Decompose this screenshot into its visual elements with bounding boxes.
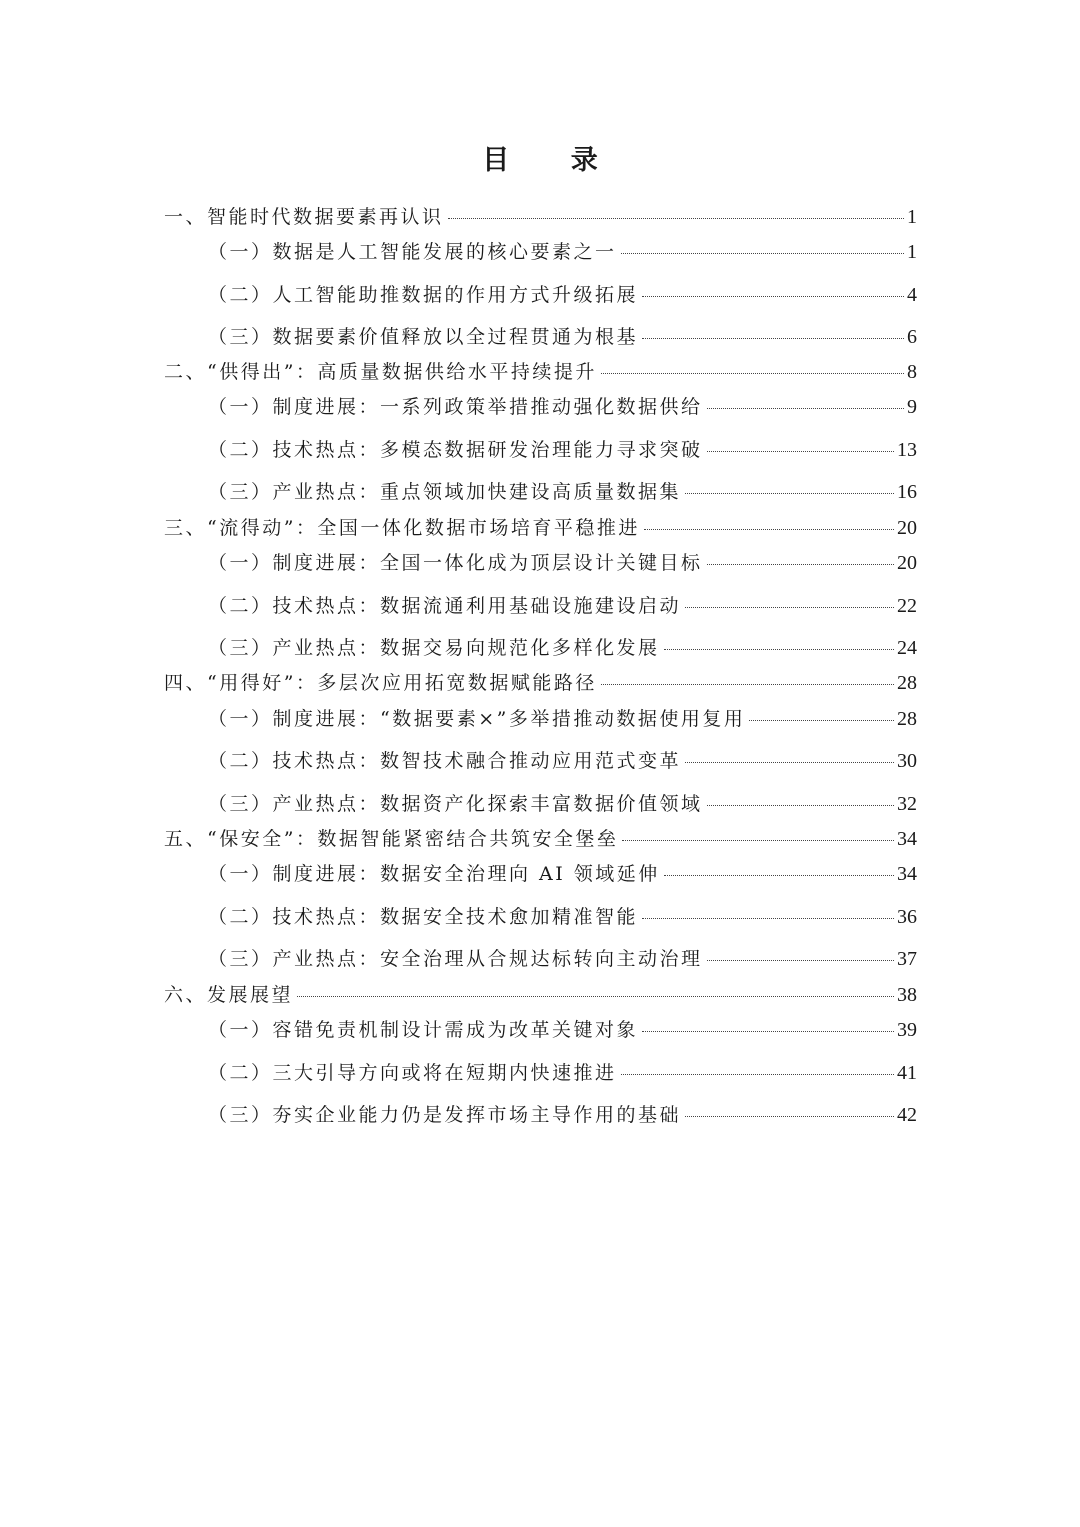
toc-entry-label: （二）人工智能助推数据的作用方式升级拓展 <box>208 284 639 306</box>
toc-entry[interactable] <box>164 980 917 1010</box>
toc-dot-leader <box>642 337 904 339</box>
toc-entry-page: 13 <box>897 439 917 461</box>
toc-entry[interactable] <box>164 357 917 387</box>
toc-dot-leader <box>621 252 904 254</box>
toc-dot-leader <box>685 761 894 763</box>
toc-entry-page: 30 <box>897 750 917 772</box>
toc-entry[interactable] <box>208 435 917 465</box>
toc-entry-label: 二、“供得出”：高质量数据供给水平持续提升 <box>164 361 597 383</box>
toc-entry[interactable] <box>208 548 917 578</box>
toc-entry-page: 38 <box>897 984 917 1006</box>
toc-entry-label: （三）产业热点：重点领域加快建设高质量数据集 <box>208 481 682 503</box>
toc-entry[interactable] <box>208 746 917 776</box>
toc-dot-leader <box>707 450 894 452</box>
toc-entry-label: （三）产业热点：数据资产化探索丰富数据价值领域 <box>208 793 703 815</box>
toc-dot-leader <box>707 563 894 565</box>
toc-entry-label: （三）夯实企业能力仍是发挥市场主导作用的基础 <box>208 1104 682 1126</box>
toc-dot-leader <box>622 839 894 841</box>
toc-entry[interactable] <box>164 824 917 854</box>
toc-entry-page: 36 <box>897 906 917 928</box>
toc-dot-leader <box>297 995 894 997</box>
toc-entry-label: （一）容错免责机制设计需成为改革关键对象 <box>208 1019 639 1041</box>
toc-dot-leader <box>642 917 894 919</box>
toc-dot-leader <box>685 1115 894 1117</box>
toc-entry-label: （一）数据是人工智能发展的核心要素之一 <box>208 241 617 263</box>
toc-entry-page: 1 <box>907 206 917 228</box>
toc-entry-page: 22 <box>897 595 917 617</box>
toc-entry-page: 24 <box>897 637 917 659</box>
toc-dot-leader <box>707 407 904 409</box>
toc-entry[interactable] <box>208 392 917 422</box>
toc-entry[interactable] <box>208 902 917 932</box>
toc-entry[interactable] <box>208 477 917 507</box>
toc-entry[interactable] <box>208 1058 917 1088</box>
toc-entry-page: 28 <box>897 672 917 694</box>
toc-entry[interactable] <box>164 513 917 543</box>
toc-entry-label: （一）制度进展：全国一体化成为顶层设计关键目标 <box>208 552 703 574</box>
toc-dot-leader <box>601 683 894 685</box>
toc-entry-page: 9 <box>907 396 917 418</box>
toc-entry-label: 六、发展展望 <box>164 984 294 1006</box>
toc-entry-page: 16 <box>897 481 917 503</box>
toc-entry[interactable] <box>164 202 917 232</box>
toc-dot-leader <box>642 1030 894 1032</box>
toc-entry-label: （三）产业热点：安全治理从合规达标转向主动治理 <box>208 948 703 970</box>
toc-entry-label: 五、“保安全”：数据智能紧密结合共筑安全堡垒 <box>164 828 619 850</box>
toc-entry-label: （二）技术热点：数据流通利用基础设施建设启动 <box>208 595 682 617</box>
toc-entry-page: 20 <box>897 552 917 574</box>
toc-entry[interactable] <box>208 322 917 352</box>
toc-entry-label: （二）技术热点：数智技术融合推动应用范式变革 <box>208 750 682 772</box>
toc-entry[interactable] <box>208 789 917 819</box>
toc-entry[interactable] <box>208 633 917 663</box>
toc-entry[interactable] <box>208 280 917 310</box>
toc-entry-page: 6 <box>907 326 917 348</box>
toc-entry-page: 37 <box>897 948 917 970</box>
toc-entry-page: 20 <box>897 517 917 539</box>
toc-dot-leader <box>664 648 894 650</box>
toc-entry-label: （一）制度进展：“数据要素×”多举措推动数据使用复用 <box>208 708 746 730</box>
toc-entry[interactable] <box>208 591 917 621</box>
toc-entry-page: 28 <box>897 708 917 730</box>
toc-entry-page: 34 <box>897 863 917 885</box>
toc-entry-label: （三）产业热点：数据交易向规范化多样化发展 <box>208 637 660 659</box>
toc-entry[interactable] <box>164 668 917 698</box>
toc-dot-leader <box>642 295 904 297</box>
toc-dot-leader <box>685 492 894 494</box>
toc-dot-leader <box>664 874 894 876</box>
toc-dot-leader <box>685 606 894 608</box>
toc-title: 目 录 <box>482 145 624 176</box>
toc-dot-leader <box>644 528 894 530</box>
toc-entry-label: （二）三大引导方向或将在短期内快速推进 <box>208 1062 617 1084</box>
toc-entry-label: 一、智能时代数据要素再认识 <box>164 206 444 228</box>
toc-entry[interactable] <box>208 1015 917 1045</box>
toc-entry-label: 四、“用得好”：多层次应用拓宽数据赋能路径 <box>164 672 597 694</box>
toc-entry-label: （三）数据要素价值释放以全过程贯通为根基 <box>208 326 639 348</box>
toc-entry-page: 1 <box>907 241 917 263</box>
toc-entry[interactable] <box>208 237 917 267</box>
toc-entry[interactable] <box>208 704 917 734</box>
toc-entry[interactable] <box>208 859 917 889</box>
toc-entry-label: （一）制度进展：一系列政策举措推动强化数据供给 <box>208 396 703 418</box>
toc-entry-label: （二）技术热点：多模态数据研发治理能力寻求突破 <box>208 439 703 461</box>
toc-dot-leader <box>621 1073 894 1075</box>
toc-entry-page: 34 <box>897 828 917 850</box>
toc-entry-label: 三、“流得动”：全国一体化数据市场培育平稳推进 <box>164 517 640 539</box>
toc-entry[interactable] <box>208 944 917 974</box>
toc-entry-page: 41 <box>897 1062 917 1084</box>
toc-entry-page: 8 <box>907 361 917 383</box>
toc-dot-leader <box>707 959 894 961</box>
toc-dot-leader <box>749 719 894 721</box>
toc-entry-page: 39 <box>897 1019 917 1041</box>
toc-entry-page: 32 <box>897 793 917 815</box>
toc-entry[interactable] <box>208 1100 917 1130</box>
toc-dot-leader <box>601 372 904 374</box>
toc-dot-leader <box>448 217 904 219</box>
toc-entry-page: 4 <box>907 284 917 306</box>
toc-entry-label: （一）制度进展：数据安全治理向 AI 领域延伸 <box>208 863 660 885</box>
toc-entry-label: （二）技术热点：数据安全技术愈加精准智能 <box>208 906 639 928</box>
toc-entry-page: 42 <box>897 1104 917 1126</box>
toc-dot-leader <box>707 804 894 806</box>
